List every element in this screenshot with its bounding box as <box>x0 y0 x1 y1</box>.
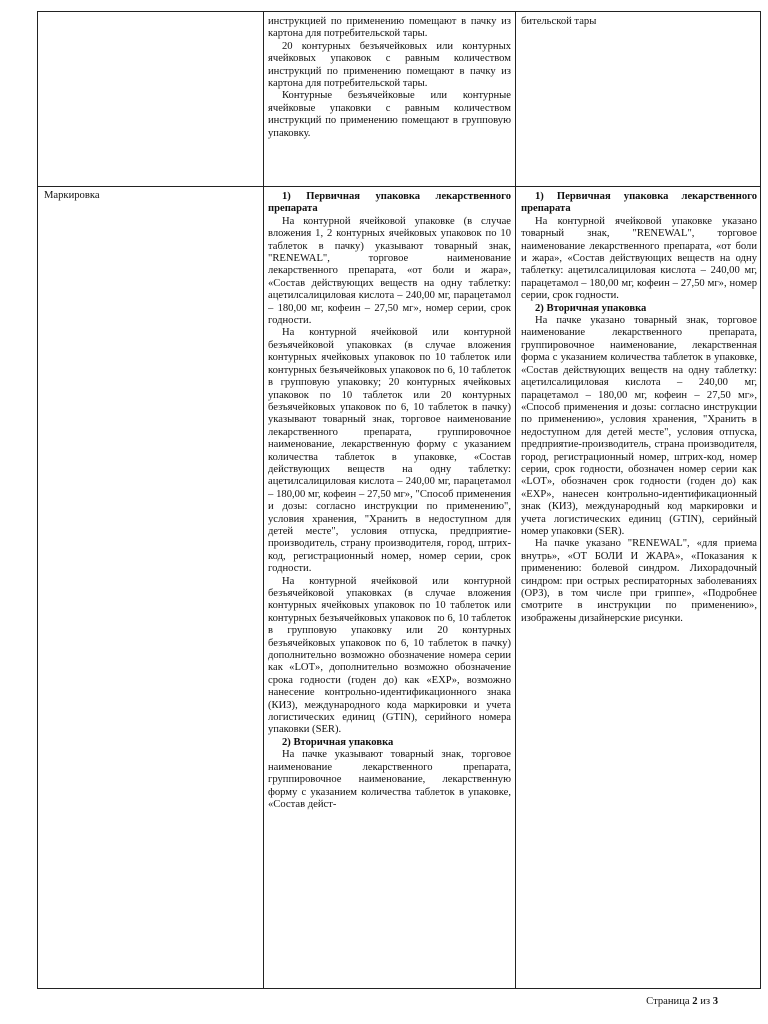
mid-paragraph: На контурной ячейковой упаковке (в случае вложения 1, 2 контурных ячейковых упаковок по 10 таблеток в пачку) указывают товарный знак, "RENEWAL", торговое наименование лекарственного препарата, «от боли и жара», «Состав действующих веществ на одну таблетку: ацетилсалициловая кислота – 240,00 мг, парацетамол – 180,00 мг, кофеин – 27,50 мг», номер серии, срок годности. <box>268 215 511 327</box>
mid-heading-primary: 1) Первичная упаковка лекарственного препарата <box>268 191 511 215</box>
page-footer <box>646 996 718 1007</box>
row-divider <box>38 186 760 187</box>
top-row-middle-cell <box>268 16 511 184</box>
right-heading-primary: 1) Первичная упаковка лекарственного препарата <box>521 191 757 215</box>
marking-right-cell <box>521 191 757 987</box>
top-mid-paragraph: Контурные безъячейковые или контурные ячейковые упаковки с равным количеством инструкций по применению помещают в групповую упаковку. <box>268 90 511 139</box>
right-paragraph: На пачке указано "RENEWAL", «для приема внутрь», «ОТ БОЛИ И ЖАРА», «Показания к применению: болевой синдром. Лихорадочный синдром: при острых респираторных заболеваниях (ОРЗ), в том числе при гриппе», «Подробнее смотрите в инструкции по применению», изображены дизайнерские рисунки. <box>521 538 757 624</box>
mid-heading-secondary: 2) Вторичная упаковка <box>282 736 394 748</box>
mid-paragraph: На контурной ячейковой или контурной безъячейковой упаковках (в случае вложения контурных ячейковых упаковок по 10 таблеток или контурных безъячейковых упаковок по 6, 10 таблеток в групповую упаковку; 20 контурных ячейковых упаковок по 10 таблеток или 20 контурных безъячейковых упаковок по 6, 10 таблеток в пачку) указывают товарный знак, торговое наименование лекарственного препарата, группировочное наименование, лекарственную форму с указанием количества таблеток в упаковке, «Состав действующих веществ на одну таблетку: ацетилсалициловая кислота – 240,00 мг, парацетамол – 180,00 мг, кофеин – 27,50 мг», "Способ применения и дозы: согласно инструкции по применению", условия хранения, "Хранить в недоступном для детей месте", условия отпуска, предприятие-производитель, страну производителя, город, штрих-код, регистрационный номер, номер серии, срок годности. <box>268 327 511 575</box>
column-divider-left <box>263 12 264 988</box>
mid-paragraph: На контурной ячейковой или контурной безъячейковой упаковках (в случае вложения контурных ячейковых упаковок по 10 таблеток или контурных безъячейковых упаковок по 6, 10 таблеток в групповую упаковку или 20 контурных безъячейковых упаковок по 6, 10 таблеток в пачку) дополнительно возможно обозначение номера серии как «LOT», дополнительно возможно обозначение срока годности (годен до) как «EXP», возможно нанесение контрольно-идентификационного знака (КИЗ), международного кода маркировки и учета логистических единиц (GTIN), серийного номера упаковки (SER). <box>268 575 511 736</box>
page-current: 2 <box>692 996 698 1007</box>
page-total: 3 <box>712 996 718 1007</box>
top-mid-paragraph: 20 контурных безъячейковых или контурных ячейковых упаковок с равным количеством инструкций по применению помещают в пачку из картона для потребительской тары. <box>268 40 511 90</box>
column-divider-right <box>515 12 516 988</box>
top-mid-paragraph: инструкцией по применению помещают в пачку из картона для потребительской тары. <box>268 16 511 40</box>
page-separator: из <box>700 996 711 1007</box>
row-label-marking: Маркировка <box>44 190 100 201</box>
page-label: Страница <box>646 996 690 1007</box>
mid-paragraph: На пачке указывают товарный знак, торговое наименование лекарственного препарата, группировочное наименование, лекарственную форму с указанием количества таблеток в упаковке, «Состав дейст- <box>268 749 511 810</box>
marking-middle-cell <box>268 191 511 987</box>
top-right-text: бительской тары <box>521 16 597 27</box>
right-paragraph: На контурной ячейковой упаковке указано товарный знак, "RENEWAL", торговое наименование лекарственного препарата, «от боли и жара», «Состав действующих веществ на одну таблетку: ацетилсалициловая кислота – 240,00 мг, парацетамол – 180,00 мг, кофеин – 27,50 мг», номер серии, срок годности. <box>521 215 757 302</box>
top-row-right-cell <box>521 16 757 56</box>
right-heading-secondary: 2) Вторичная упаковка <box>535 302 647 314</box>
marking-table <box>37 11 761 989</box>
right-paragraph: На пачке указано товарный знак, торговое наименование лекарственного препарата, группировочное наименование, лекарственная форма с указанием количества таблеток в упаковке, «Состав действующих веществ на одну таблетку: ацетилсалициловая кислота – 240,00 мг, парацетамол – 180,00 мг, кофеин – 27,50 мг», «Способ применения и дозы: согласно инструкции по применению», условия хранения, "Хранить в недоступном для детей месте", условия отпуска, предприятие-производитель, страна производителя, город, регистрационный номер, штрих-код, номер серии, срок годности, обозначен номер серии как «LOT», обозначен срок годности (годен до) как «EXP», нанесен контрольно-идентификационный знак (КИЗ), международный код маркировки и учета логистических единиц (GTIN), серийный номер упаковки (SER). <box>521 315 757 537</box>
